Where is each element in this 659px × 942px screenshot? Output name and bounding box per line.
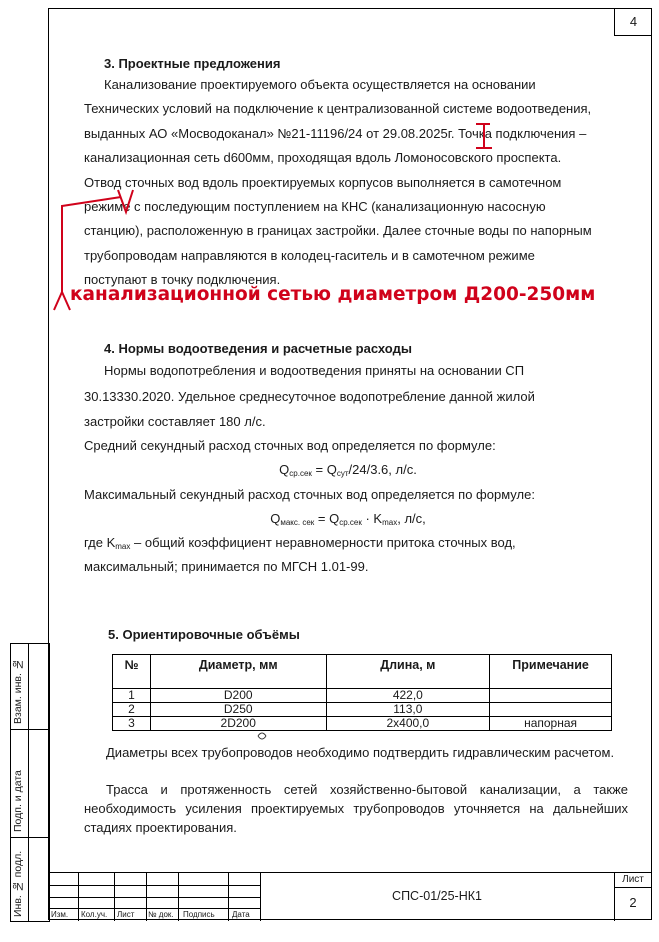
- left-strip-label: Подп. и дата: [12, 770, 24, 832]
- sheet-label: Лист: [622, 874, 644, 885]
- small-mark: [258, 733, 266, 739]
- table-cell: D200: [150, 689, 326, 703]
- table-header-cell: Примечание: [490, 655, 612, 689]
- table-header-cell: Длина, м: [326, 655, 490, 689]
- table-cell: 113,0: [326, 703, 490, 717]
- section-3-line: канализационная сеть d600мм, проходящая вдоль Ломоносовского проспекта.: [84, 150, 562, 165]
- title-block: [48, 872, 652, 920]
- correction-arrow-head: [54, 292, 70, 310]
- stamp-column-label: № док.: [148, 910, 174, 919]
- table-row: [113, 689, 612, 703]
- table-header-cell: №: [113, 655, 151, 689]
- volumes-table: [112, 654, 612, 731]
- section-3-line: Технических условий на подключение к централизованной системе водоотведения,: [84, 101, 592, 116]
- table-header-cell: Диаметр, мм: [150, 655, 326, 689]
- table-cell: [490, 689, 612, 703]
- handwritten-annotation: канализационной сетью диаметром Д200-250мм: [70, 284, 596, 305]
- table-row: [113, 703, 612, 717]
- left-strip-line: [10, 729, 50, 730]
- table-cell: 2D200: [150, 717, 326, 731]
- section-4-line: застройки составляет 180 л/с.: [84, 414, 266, 429]
- correction-insert-mark: [118, 190, 133, 212]
- document-code: СПС-01/25-НК1: [392, 889, 482, 903]
- section-4-line: 30.13330.2020. Удельное среднесуточное водопотребление данной жилой: [84, 389, 535, 404]
- table-cell: 422,0: [326, 689, 490, 703]
- section-3-line: Канализование проектируемого объекта осуществляется на основании: [104, 77, 536, 92]
- table-cell: напорная: [490, 717, 612, 731]
- section-4-line: Нормы водопотребления и водоотведения приняты на основании СП: [104, 363, 525, 378]
- section-4-line: Средний секундный расход сточных вод определяется по формуле:: [84, 438, 496, 453]
- correction-arrow: [62, 197, 121, 292]
- table-header-row: [113, 655, 612, 689]
- section-3-title: 3. Проектные предложения: [104, 56, 281, 71]
- section-4-line-max: Максимальный секундный расход сточных вод определяется по формуле:: [84, 487, 535, 502]
- section-3-line: выданных АО «Мосводоканал» №21-11196/24 от 29.08.2025г. Точка подключения –: [84, 126, 587, 141]
- table-cell: D250: [150, 703, 326, 717]
- stamp-column-label: Кол.уч.: [81, 910, 108, 919]
- stamp-column-label: Дата: [232, 910, 250, 919]
- section-5-title: 5. Ориентировочные объёмы: [108, 627, 300, 642]
- stamp-column-label: Изм.: [51, 910, 69, 919]
- stamp-column-label: Лист: [117, 910, 135, 919]
- section-5-para-2: Трасса и протяженность сетей хозяйственно-бытовой канализации, а также необходимость усиления проектируемых трубопроводов уточняется на дальнейших стадиях проектирования.: [84, 782, 628, 835]
- table-cell: [490, 703, 612, 717]
- section-3-line: режиме с последующим поступлением на КНС (канализационную насосную: [84, 199, 546, 214]
- section-3-line: Отвод сточных вод вдоль проектируемых корпусов выполняется в самотечном: [84, 175, 562, 190]
- section-3-line: поступают в точку подключения.: [84, 272, 281, 287]
- section-3-line: станцию), расположенную в границах застройки. Далее сточные воды по напорным: [84, 223, 592, 238]
- left-strip-line: [10, 837, 50, 838]
- correction-bracket-mark: [476, 124, 492, 148]
- table-cell: 3: [113, 717, 151, 731]
- table-row: [113, 717, 612, 731]
- table-cell: 2x400,0: [326, 717, 490, 731]
- table-cell: 2: [113, 703, 151, 717]
- section-5-para-1: Диаметры всех трубопроводов необходимо подтвердить гидравлическим расчетом.: [106, 745, 615, 760]
- left-strip-label: Инв. № подл.: [12, 850, 24, 917]
- section-4-where-line: где $K_{max}$ – общий коэффициент неравномерности притока сточных вод,: [84, 535, 516, 551]
- stamp-column-label: Подпись: [183, 910, 215, 919]
- page-corner-number: 4: [614, 8, 652, 36]
- table-cell: 1: [113, 689, 151, 703]
- section-3-line: трубопроводам направляются в колодец-гаситель и в самотечном режиме: [84, 248, 535, 263]
- left-strip-label: Взам. инв. №: [12, 658, 24, 724]
- section-4-title: 4. Нормы водоотведения и расчетные расходы: [104, 341, 412, 356]
- sheet-number: 2: [629, 895, 637, 910]
- left-strip-divider: [28, 643, 29, 922]
- section-4-where-line-2: максимальный; принимается по МГСН 1.01-99.: [84, 559, 369, 574]
- formula-max-flow: $Q_{макс. сек} = Q_{ср.сек} \cdot K_{max}$, л/с,: [270, 511, 426, 527]
- formula-average-flow: $Q_{ср.сек} = Q_{сут}/24/3.6$, л/с.: [279, 462, 417, 478]
